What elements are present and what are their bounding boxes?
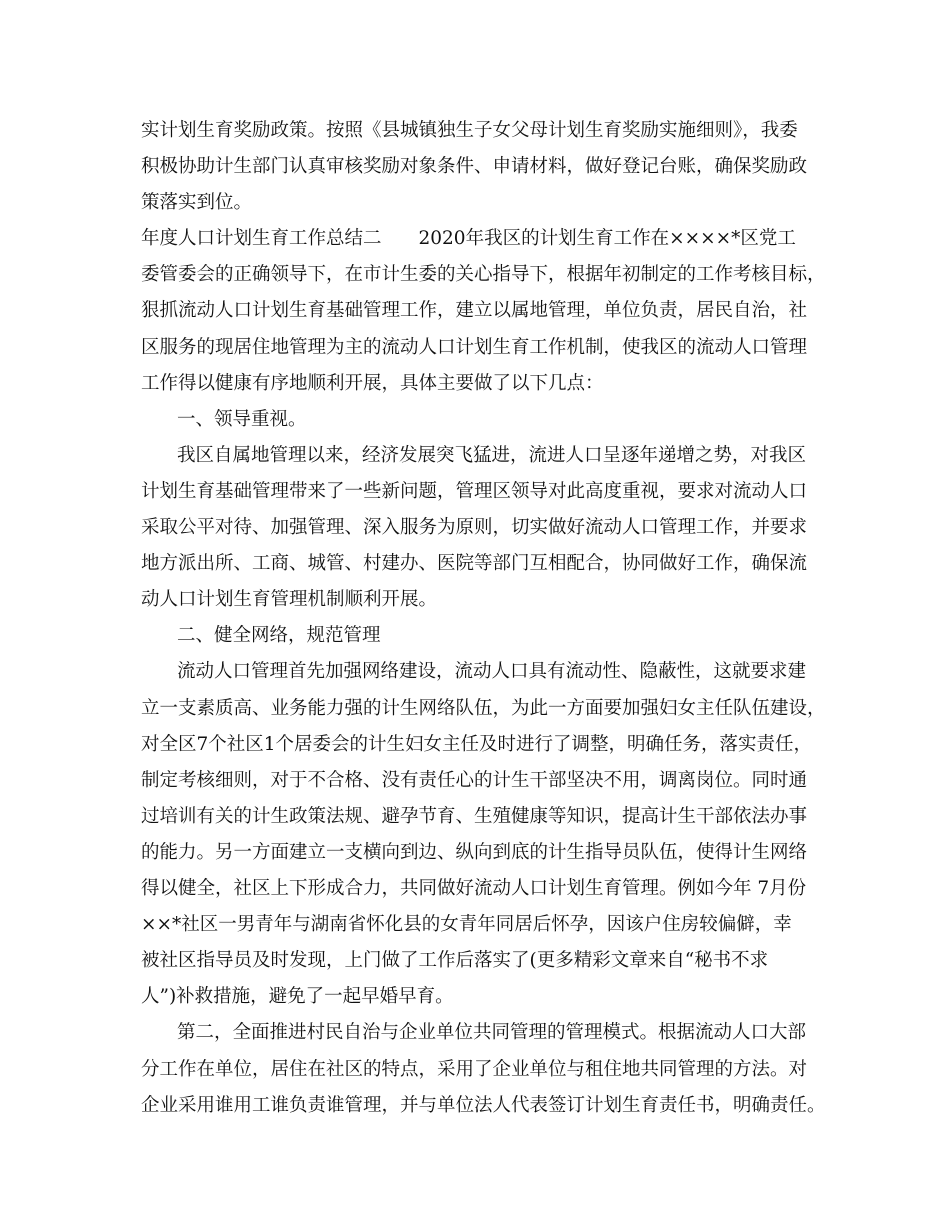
text-line: 工作得以健康有序地顺利开展，具体主要做了以下几点：	[141, 373, 604, 394]
text-line: ××*社区一男青年与湖南省怀化县的女青年同居后怀孕，因该户住房较偏僻，幸	[141, 914, 792, 935]
text-line: 得以健全，社区上下形成合力，共同做好流动人口计划生育管理。例如今年 7月份	[141, 878, 807, 899]
text-line: 过培训有关的计生政策法规、避孕节育、生殖健康等知识，提高计生干部依法办事	[141, 806, 808, 827]
text-line: 被社区指导员及时发现，上门做了工作后落实了(更多精彩文章来自“秘书不求	[141, 950, 769, 971]
text-line: 区服务的现居住地管理为主的流动人口计划生育工作机制，使我区的流动人口管理	[141, 337, 808, 358]
text-line: 立一支素质高、业务能力强的计生网络队伍，为此一方面要加强妇女主任队伍建设，	[141, 698, 826, 719]
section-heading: 一、领导重视。	[177, 409, 307, 430]
text-line: 企业采用谁用工谁负责谁管理，并与单位法人代表签订计划生育责任书，明确责任。	[141, 1095, 826, 1116]
text-line: 积极协助计生部门认真审核奖励对象条件、申请材料，做好登记台账，确保奖励政	[141, 156, 808, 177]
text-line: 的能力。另一方面建立一支横向到边、纵向到底的计生指导员队伍，使得计生网络	[141, 842, 808, 863]
text-line: 计划生育基础管理带来了一些新问题，管理区领导对此高度重视，要求对流动人口	[141, 481, 808, 502]
text-line: 人”)补救措施，避免了一起早婚早育。	[141, 986, 454, 1007]
text-line: 采取公平对待、加强管理、深入服务为原则，切实做好流动人口管理工作，并要求	[141, 517, 808, 538]
text-line: 制定考核细则，对于不合格、没有责任心的计生干部坚决不用，调离岗位。同时通	[141, 770, 808, 791]
text-line: 分工作在单位，居住在社区的特点，采用了企业单位与租住地共同管理的方法。对	[141, 1059, 808, 1080]
text-line: 地方派出所、工商、城管、村建办、医院等部门互相配合，协同做好工作，确保流	[141, 553, 808, 574]
text-line: 委管委会的正确领导下，在市计生委的关心指导下，根据年初制定的工作考核目标，	[141, 264, 826, 285]
text-line: 我区自属地管理以来，经济发展突飞猛进，流进人口呈逐年递增之势，对我区	[177, 445, 807, 466]
text-line: 第二，全面推进村民自治与企业单位共同管理的管理模式。根据流动人口大部	[177, 1022, 807, 1043]
text-line: 策落实到位。	[141, 192, 253, 213]
section-heading: 二、健全网络，规范管理	[177, 625, 381, 646]
text-line: 实计划生育奖励政策。按照《县城镇独生子女父母计划生育奖励实施细则》，我委	[141, 120, 798, 141]
text-line: 年度人口计划生育工作总结二 2020年我区的计划生育工作在××××*区党工	[141, 228, 796, 249]
text-line: 流动人口管理首先加强网络建设，流动人口具有流动性、隐蔽性，这就要求建	[177, 661, 807, 682]
text-line: 动人口计划生育管理机制顺利开展。	[141, 589, 438, 610]
text-line: 对全区7个社区1个居委会的计生妇女主任及时进行了调整，明确任务，落实责任，	[141, 734, 813, 755]
text-line: 狠抓流动人口计划生育基础管理工作，建立以属地管理，单位负责，居民自治，社	[141, 300, 808, 321]
